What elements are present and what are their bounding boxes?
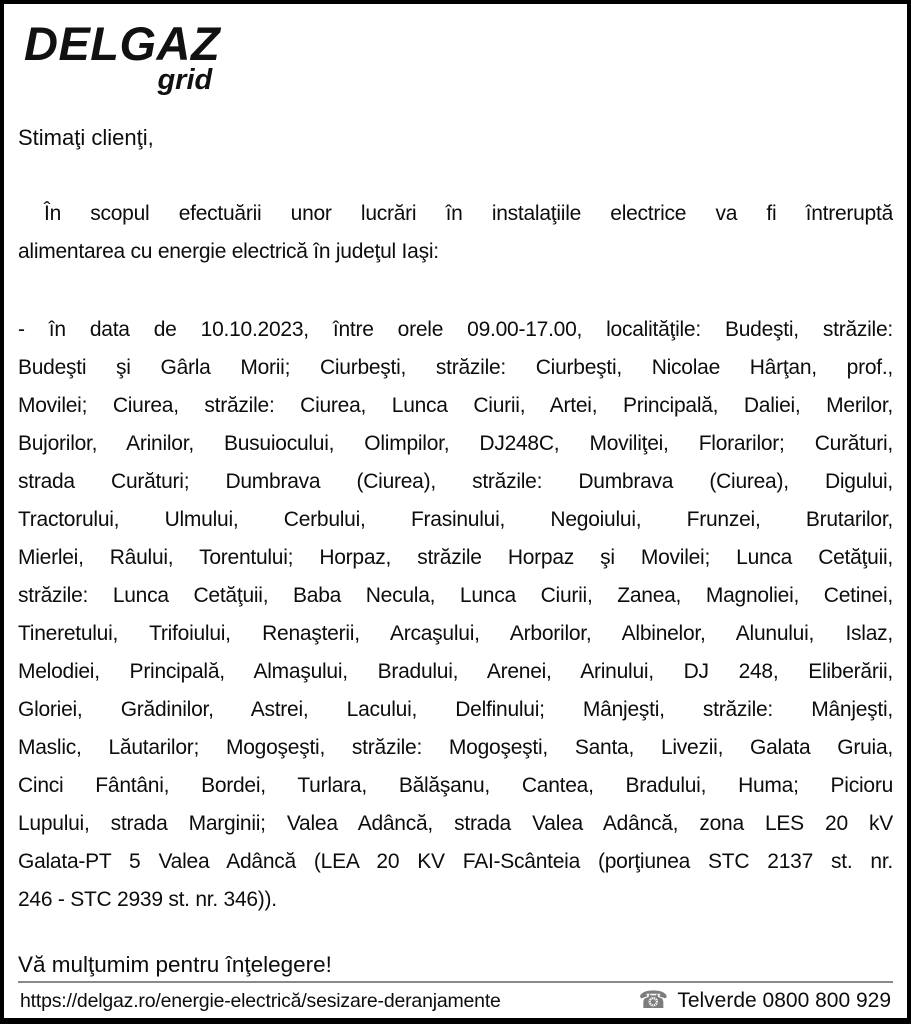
logo-wordmark: DELGAZ bbox=[24, 17, 221, 70]
intro-paragraph bbox=[18, 195, 893, 271]
notice-line: Lupului, strada Marginii; Valea Adâncă, strada Valea Adâncă, zona LES 20 kV bbox=[18, 812, 893, 835]
notice-line: Galata-PT 5 Valea Adâncă (LEA 20 KV FAI-Scânteia (porţiunea STC 2137 st. nr. bbox=[18, 850, 893, 873]
notice-line: Gloriei, Grădinilor, Astrei, Lacului, Delfinului; Mânjeşti, străzile: Mânjeşti, bbox=[18, 698, 893, 721]
notice-line: Movilei; Ciurea, străzile: Ciurea, Lunca Ciurii, Artei, Principală, Daliei, Merilor, bbox=[18, 394, 893, 417]
notice-line: Bujorilor, Arinilor, Busuiocului, Olimpilor, DJ248C, Moviliţei, Florarilor; Curături, bbox=[18, 432, 893, 455]
notice-line: Cinci Fântâni, Bordei, Turlara, Bălăşanu, Cantea, Bradului, Huma; Picioru bbox=[18, 774, 893, 797]
notice-line: Tineretului, Trifoiului, Renaşterii, Arcaşului, Arborilor, Albinelor, Alunului, Islaz, bbox=[18, 622, 893, 645]
closing-text: Vă mulţumim pentru înţelegere! bbox=[18, 952, 332, 977]
notice-line-last: 246 - STC 2939 st. nr. 346)). bbox=[18, 888, 277, 911]
phone-label: Telverde 0800 800 929 bbox=[677, 989, 891, 1012]
notice-line: Budeşti şi Gârla Morii; Ciurbeşti, străzile: Ciurbeşti, Nicolae Hârţan, prof., bbox=[18, 356, 893, 379]
intro-line-1: În scopul efectuării unor lucrări în instalaţiile electrice va fi întreruptă bbox=[44, 202, 893, 225]
intro-line-2: alimentarea cu energie electrică în judeţul Iaşi: bbox=[18, 240, 439, 263]
logo-subbrand: grid bbox=[157, 64, 213, 96]
notice-line: Tractorului, Ulmului, Cerbului, Frasinului, Negoiului, Frunzei, Brutarilor, bbox=[18, 508, 893, 531]
notice-line: străzile: Lunca Cetăţuii, Baba Necula, Lunca Ciurii, Zanea, Magnoliei, Cetinei, bbox=[18, 584, 893, 607]
phone-icon: ☎ bbox=[638, 987, 669, 1014]
delgaz-grid-logo bbox=[24, 17, 221, 96]
footer-url: https://delgaz.ro/energie-electrică/sesizare-deranjamente bbox=[20, 989, 501, 1012]
outage-details-paragraph bbox=[18, 311, 893, 919]
footer bbox=[18, 981, 893, 1022]
notice-line: Mierlei, Râului, Torentului; Horpaz, străzile Horpaz şi Movilei; Lunca Cetăţuii, bbox=[18, 546, 893, 569]
notice-line: Maslic, Lăutarilor; Mogoşeşti, străzile: Mogoşeşti, Santa, Livezii, Galata Gruia, bbox=[18, 736, 893, 759]
notice-line: strada Curături; Dumbrava (Ciurea), străzile: Dumbrava (Ciurea), Digului, bbox=[18, 470, 893, 493]
footer-phone bbox=[638, 989, 891, 1013]
notice-line: Melodiei, Principală, Almaşului, Bradului, Arenei, Arinului, DJ 248, Eliberării, bbox=[18, 660, 893, 683]
notice-line: - în data de 10.10.2023, între orele 09.00-17.00, localităţile: Budeşti, străzile: bbox=[18, 318, 893, 341]
greeting-text: Stimaţi clienţi, bbox=[18, 125, 154, 150]
